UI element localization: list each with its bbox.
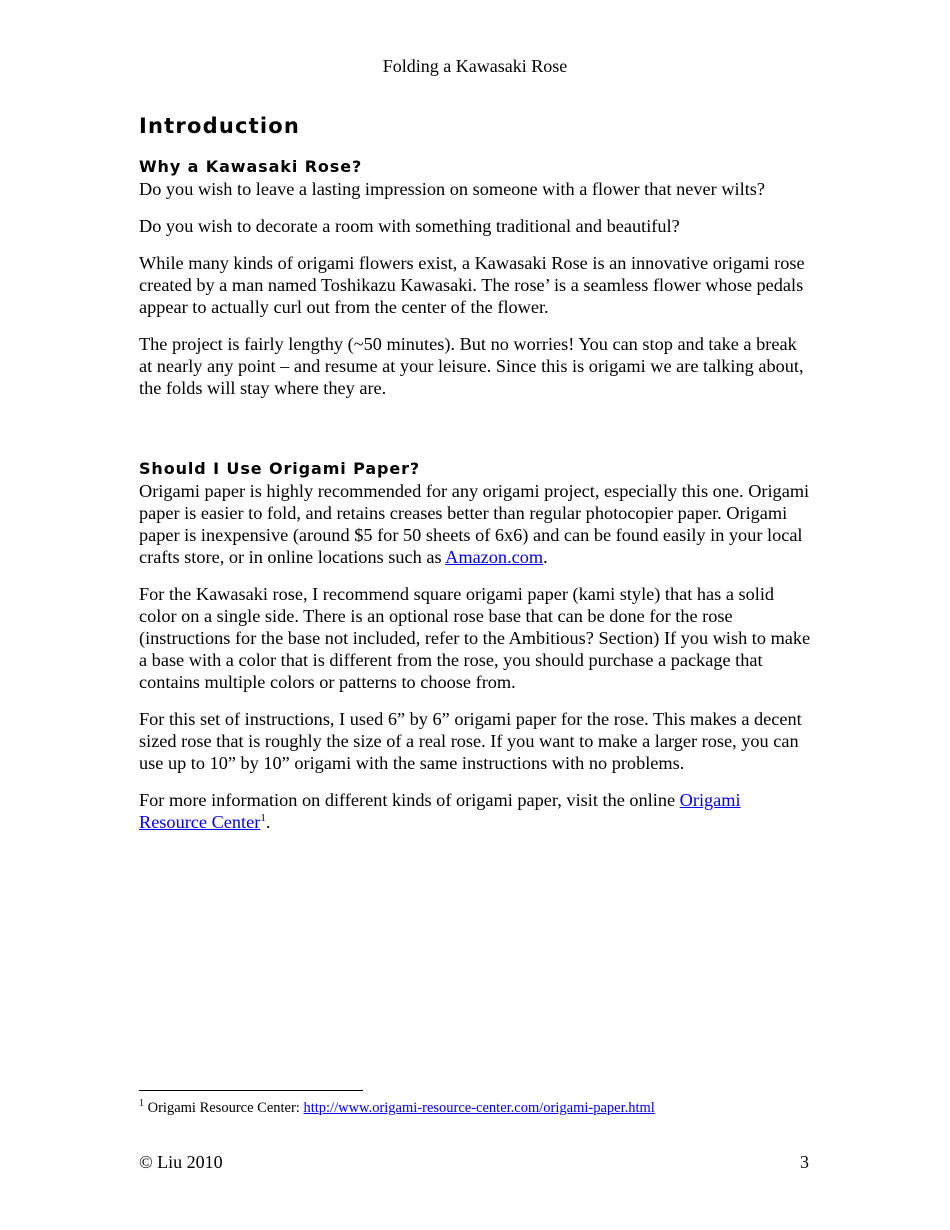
- amazon-link[interactable]: Amazon.com: [445, 547, 544, 567]
- section-heading-paper: Should I Use Origami Paper?: [139, 459, 421, 478]
- paragraph-end: .: [265, 812, 271, 832]
- origami-resource-center-link[interactable]: Origami Resource Center: [139, 790, 741, 832]
- page-number: 3: [800, 1152, 809, 1172]
- page-content: [139, 112, 811, 848]
- footnote-label: Origami Resource Center:: [144, 1100, 304, 1116]
- section-heading-why: Why a Kawasaki Rose?: [139, 157, 363, 176]
- paragraph: Do you wish to decorate a room with something traditional and beautiful?: [139, 216, 680, 236]
- footnote-url-link[interactable]: http://www.origami-resource-center.com/origami-paper.html: [303, 1100, 655, 1116]
- section-spacer: [139, 414, 811, 458]
- footnote-reference: 1: [260, 811, 266, 824]
- paragraph: While many kinds of origami flowers exist, a Kawasaki Rose is an innovative origami rose created by a man named Toshikazu Kawasaki. The rose’ is a seamless flower whose pedals appear to actually curl out from the center of the flower.: [139, 253, 805, 317]
- paragraph: For the Kawasaki rose, I recommend square origami paper (kami style) that has a solid color on a single side. There is an optional rose base that can be done for the rose (instructions for the base not included, refer to the Ambitious? Section) If you wish to make a base with a color that is different from the rose, you should purchase a package that contains multiple colors or patterns to choose from.: [139, 584, 811, 692]
- paragraph-end: .: [543, 547, 548, 567]
- paragraph: [139, 789, 811, 833]
- paragraph: The project is fairly lengthy (~50 minutes). But no worries! You can stop and take a break at nearly any point – and resume at your leisure. Since this is origami we are talking about, the folds will stay where they are.: [139, 334, 804, 398]
- paragraph-text: Origami paper is highly recommended for any origami project, especially this one. Origami paper is easier to fold, and retains creases better than regular photocopier paper. Origami paper is inexpensive (around $5 for 50 sheets of 6x6) and can be found easily in your local crafts store, or in online locations such as: [139, 481, 810, 567]
- paragraph: Do you wish to leave a lasting impression on someone with a flower that never wilts?: [139, 179, 765, 199]
- footnote-divider: [139, 1090, 363, 1091]
- footer-copyright: © Liu 2010: [139, 1152, 223, 1172]
- footnote: [139, 1099, 839, 1117]
- paragraph-text: For more information on different kinds of origami paper, visit the online: [139, 790, 680, 810]
- paragraph: For this set of instructions, I used 6” by 6” origami paper for the rose. This makes a decent sized rose that is roughly the size of a real rose. If you want to make a larger rose, you can use up to 10” by 10” origami with the same instructions with no problems.: [139, 709, 802, 773]
- footnote-marker: 1: [139, 1098, 144, 1110]
- paragraph: [139, 480, 811, 568]
- running-header: Folding a Kawasaki Rose: [382, 56, 568, 76]
- page-title: Introduction: [139, 114, 301, 138]
